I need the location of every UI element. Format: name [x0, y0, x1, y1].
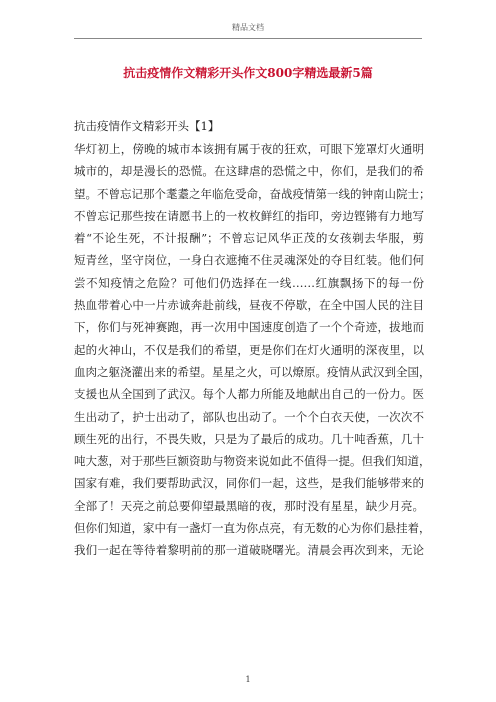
body-line: 生出动了，护士出动了，部队也出动了。一个个白衣天使，一次次不: [74, 409, 424, 424]
body-line: 但你们知道，家中有一盏灯一直为你点亮，有无数的心为你们悬挂着，: [74, 521, 431, 536]
body-line: 短青丝，坚守岗位，一身白衣遮掩不住灵魂深处的夺目红装。他们何: [74, 253, 424, 268]
body-paragraph: [74, 138, 431, 562]
body-line: 血肉之躯浇灌出来的希望。星星之火，可以燎原。疫情从武汉到全国，: [74, 364, 431, 379]
body-line: 我们一起在等待着黎明前的那一道破晓曙光。清晨会再次到来，无论: [74, 543, 424, 558]
body-line: 起的火神山，不仅是我们的希望，更是你们在灯火通明的深夜里，以: [74, 342, 424, 357]
body-line: 华灯初上，傍晚的城市本该拥有属于夜的狂欢，可眼下笼罩灯火通明: [74, 142, 424, 156]
body-line: 支援也从全国到了武汉。每个人都力所能及地献出自己的一份力。医: [74, 387, 424, 402]
body-line: 城市的，却是漫长的恐慌。在这肆虐的恐慌之中，你们，是我们的希: [74, 164, 424, 179]
body-line: 下，你们与死神赛跑，再一次用中国速度创造了一个个奇迹，拔地而: [74, 320, 424, 335]
body-line: 不曾忘记那些按在请愿书上的一枚枚鲜红的指印，旁边铿锵有力地写: [74, 208, 424, 223]
body-line: 尝不知疫情之危险？可他们仍选择在一线……红旗飘扬下的每一份: [74, 275, 424, 290]
body-line: 全部了！天亮之前总要仰望最黑暗的夜，那时没有星星，缺少月亮。: [74, 498, 424, 513]
body-line: 吨大葱，对于那些巨额资助与物资来说如此不值得一提。但我们知道，: [74, 454, 431, 469]
body-line: 国家有难，我们要帮助武汉，同你们一起，这些，是我们能够带来的: [74, 476, 424, 491]
body-line: 着“不论生死，不计报酬”；不曾忘记风华正茂的女孩剃去华服，剪: [74, 231, 424, 246]
page-header: 精品文档: [232, 23, 264, 32]
page-number: 1: [245, 675, 251, 684]
body-line: 顾生死的出行，不畏失败，只是为了最后的成功。几十吨香蕉，几十: [74, 431, 424, 446]
section-heading: 抗击疫情作文精彩开头【1】: [74, 119, 220, 133]
header-divider: [74, 38, 422, 39]
body-line: 热血带着心中一片赤诚奔赴前线，昼夜不停歇，在全中国人民的注目: [74, 298, 424, 313]
body-line: 望。不曾忘记那个耄耋之年临危受命，奋战疫情第一线的钟南山院士；: [74, 186, 431, 201]
document-title: 抗击疫情作文精彩开头作文800字精选最新5篇: [123, 66, 373, 80]
